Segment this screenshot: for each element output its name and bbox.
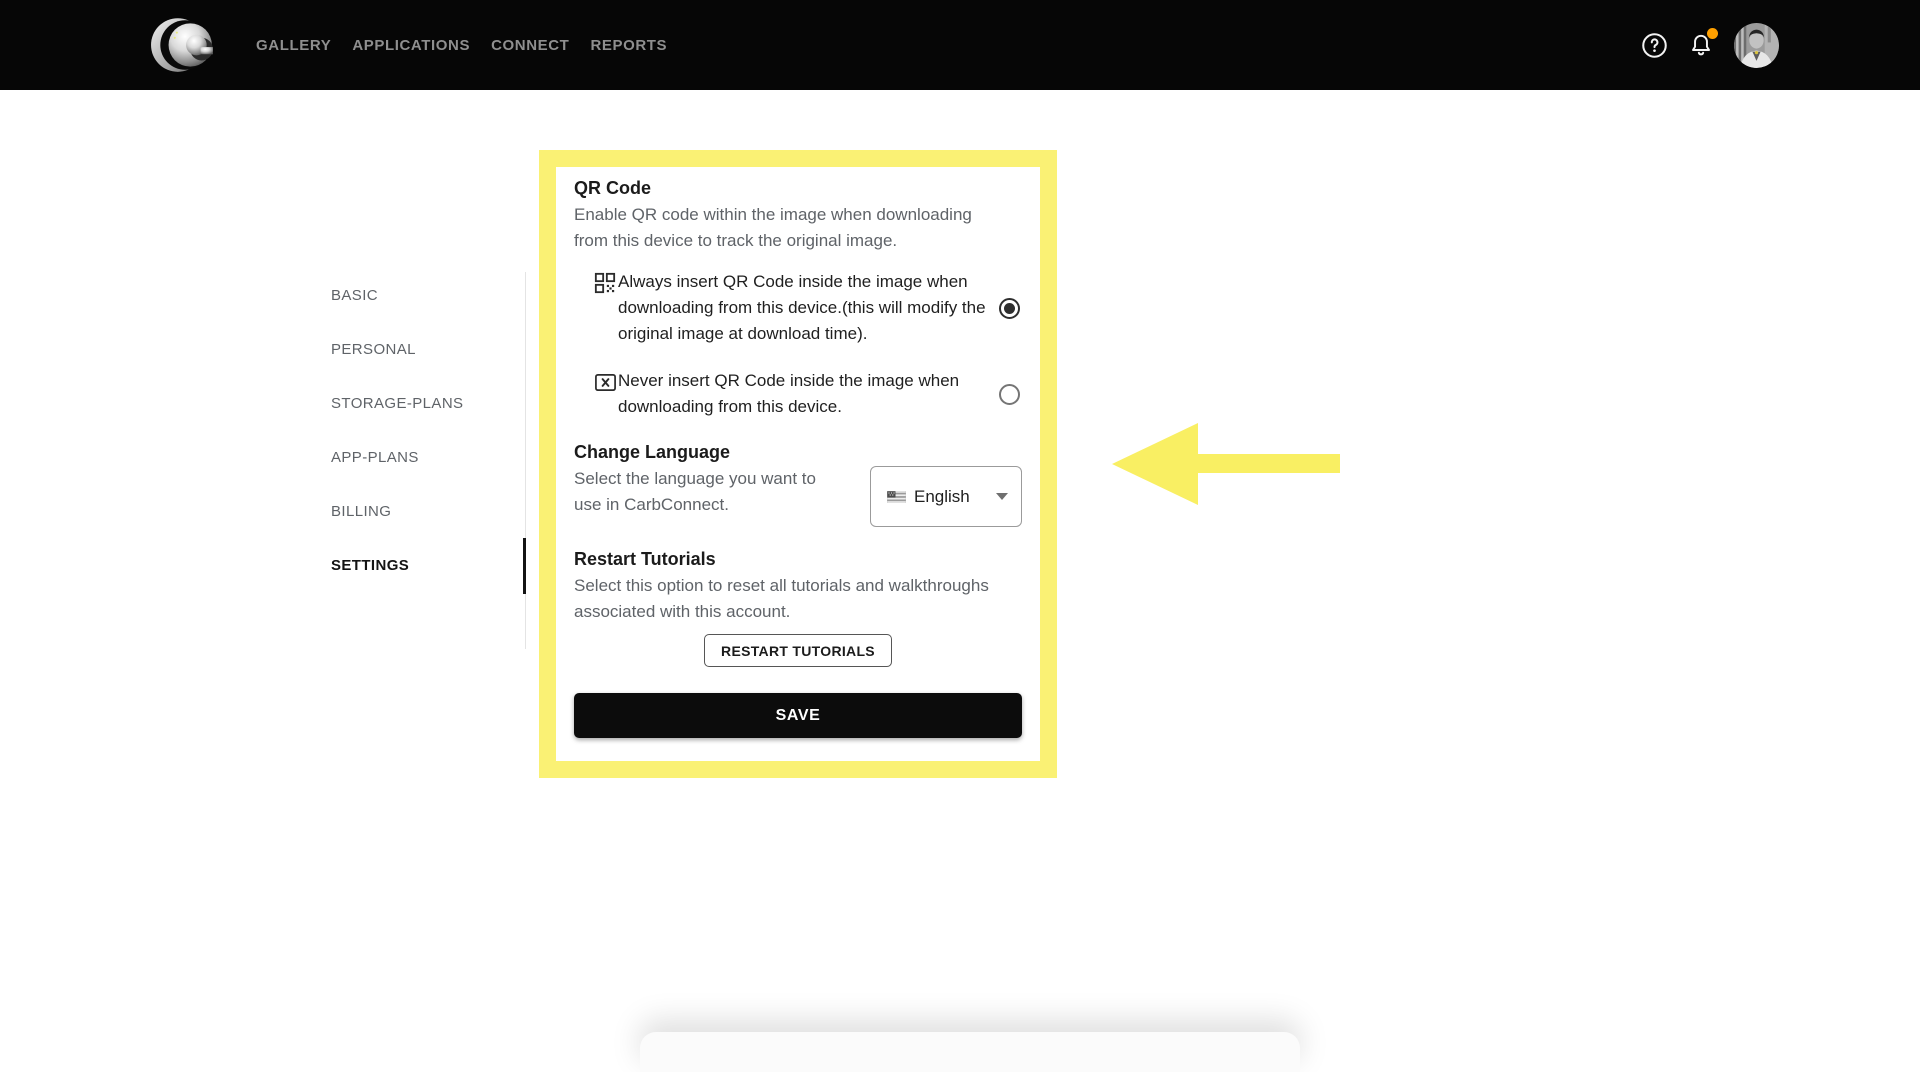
qr-option-always[interactable] bbox=[594, 269, 1020, 347]
tab-storage-plans[interactable]: STORAGE-PLANS bbox=[331, 394, 464, 412]
qr-option-never[interactable] bbox=[594, 368, 1020, 420]
qr-code-description: Enable QR code within the image when downloading from this device to track the original image. bbox=[574, 205, 972, 250]
save-button[interactable]: SAVE bbox=[574, 693, 1022, 738]
nav-link-gallery[interactable]: GALLERY bbox=[256, 36, 332, 54]
chevron-down-icon bbox=[996, 493, 1008, 500]
user-avatar-image bbox=[1734, 23, 1779, 68]
help-icon bbox=[1641, 32, 1668, 59]
next-card-shadow bbox=[640, 1032, 1300, 1072]
left-arrow-icon bbox=[1112, 421, 1340, 507]
tab-app-plans[interactable]: APP-PLANS bbox=[331, 448, 419, 466]
settings-section-tabs bbox=[331, 268, 525, 592]
qr-option-always-radio[interactable] bbox=[999, 298, 1020, 319]
qr-option-never-radio[interactable] bbox=[999, 384, 1020, 405]
highlighted-settings-panel bbox=[539, 150, 1057, 778]
x-box-icon bbox=[594, 371, 618, 399]
notifications-button[interactable] bbox=[1687, 31, 1715, 59]
brand-logo[interactable] bbox=[150, 12, 216, 78]
nav-link-applications[interactable]: APPLICATIONS bbox=[352, 36, 471, 54]
top-navigation-bar bbox=[0, 0, 1920, 90]
qr-option-never-label: Never insert QR Code inside the image when downloading from this device. bbox=[618, 371, 960, 416]
user-avatar[interactable] bbox=[1734, 23, 1779, 68]
tab-settings[interactable]: SETTINGS bbox=[331, 556, 410, 574]
qr-code-title: QR Code bbox=[574, 178, 652, 198]
qr-option-always-label: Always insert QR Code inside the image when downloading from this device.(this will modify the original image at download time). bbox=[618, 272, 986, 343]
notification-badge bbox=[1707, 28, 1718, 39]
us-flag-icon bbox=[887, 491, 906, 503]
nav-link-connect[interactable]: CONNECT bbox=[491, 36, 570, 54]
active-tab-indicator bbox=[523, 538, 526, 594]
restart-tutorials-description: Select this option to reset all tutorials and walkthroughs associated with this account. bbox=[574, 576, 989, 621]
restart-tutorials-title: Restart Tutorials bbox=[574, 549, 716, 569]
language-selected-value: English bbox=[914, 486, 970, 506]
nav-link-reports[interactable]: REPORTS bbox=[590, 36, 668, 54]
tab-basic[interactable]: BASIC bbox=[331, 286, 379, 304]
primary-nav bbox=[256, 0, 667, 90]
brand-logo-icon bbox=[150, 12, 216, 78]
change-language-title: Change Language bbox=[574, 442, 731, 462]
yellow-callout-arrow bbox=[1112, 421, 1340, 512]
change-language-description: Select the language you want to use in CarbConnect. bbox=[574, 469, 816, 514]
nav-right-cluster bbox=[1640, 0, 1779, 90]
help-button[interactable] bbox=[1640, 31, 1668, 59]
language-select[interactable] bbox=[870, 466, 1022, 527]
change-language-row bbox=[574, 466, 1022, 527]
settings-card bbox=[556, 167, 1040, 761]
tab-billing[interactable]: BILLING bbox=[331, 502, 392, 520]
qr-code-icon bbox=[594, 272, 618, 299]
tab-personal[interactable]: PERSONAL bbox=[331, 340, 416, 358]
restart-tutorials-button[interactable]: RESTART TUTORIALS bbox=[704, 634, 892, 667]
